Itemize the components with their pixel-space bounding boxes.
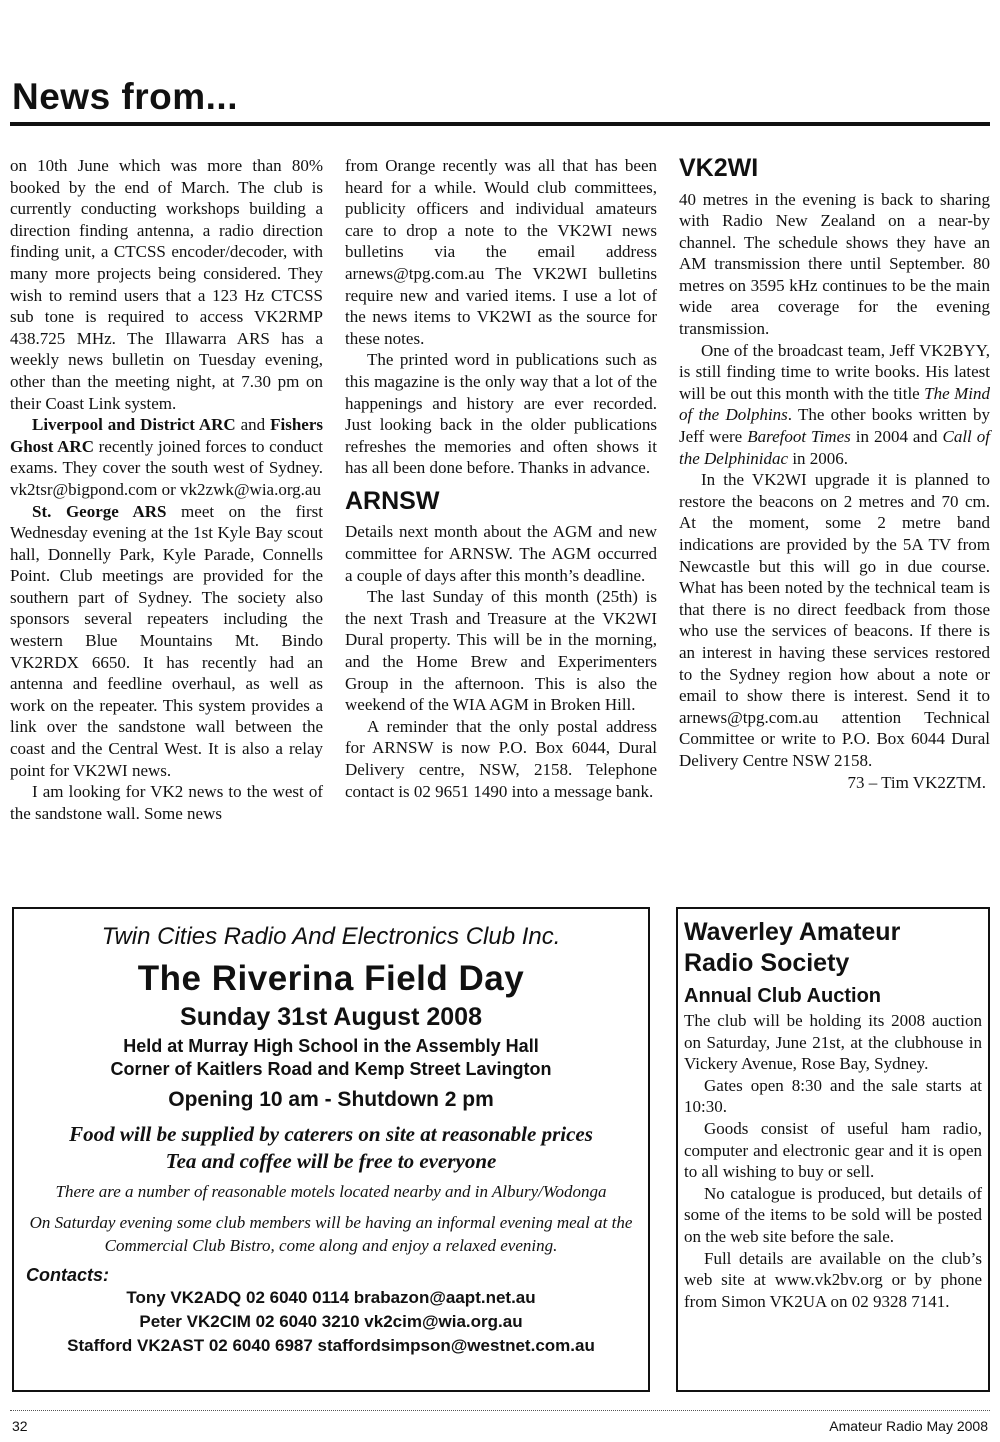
col1-p3-text: meet on the first Wednesday evening at the 1st Kyle Bay scout hall, Donnelly Park, Kyle Parade, Connells Point. Club meetings are provided for the southern part of Sydney. The society also sponsors several repeaters including the western Blue Mountains Mt. Bindo VK2RDX 6650. It has recently had an antenna and feedline overhaul, as well as work on the repeater. This system provides a link over the sandstone wall between the coast and the Central West. It is also a relay point for VK2WI news. — [10, 501, 323, 780]
col2-paragraph-1: from Orange recently was all that has been heard for a while. Would club committees, publicity officers and individual amateurs care to drop a note to the VK2WI news bulletins via the email address arnews@tpg.com.au The VK2WI bulletins require new and varied items. I use a lot of the news items to VK2WI as the source for these notes. — [345, 156, 657, 348]
ad-contact-stafford: Stafford VK2AST 02 6040 6987 staffordsimpson@westnet.com.au — [67, 1336, 595, 1355]
waverley-paragraph-3: Goods consist of useful ham radio, computer and electronic gear and it is open to all wishing to buy or sell. — [684, 1118, 982, 1182]
col1-paragraph-3 — [10, 501, 323, 782]
col1-p2-and: and — [235, 415, 271, 435]
waverley-paragraph-5: Full details are available on the club’s web site at www.vk2bv.org or by phone from Simon VK2UA on 02 9328 7141. — [684, 1248, 982, 1311]
col3-paragraph-2 — [679, 340, 990, 470]
section-title: News from... — [12, 76, 238, 117]
col1-p2-text: recently joined forces to conduct exams. They cover the south west of Sydney. vk2tsr@bigpond.com or vk2zwk@wia.org.au — [10, 436, 323, 499]
col1-paragraph-2 — [10, 414, 323, 500]
ad-motels-note: There are a number of reasonable motels located nearby and in Albury/Wodonga — [55, 1182, 607, 1201]
col2-paragraph-5: A reminder that the only postal address for ARNSW is now P.O. Box 6044, Dural Delivery centre, NSW, 2158. Telephone contact is 02 9651 1490 into a message bank. — [345, 716, 657, 801]
book-title-mind-of-dolphins: The Mind of the Dolphins — [679, 383, 990, 425]
waverley-paragraph-2: Gates open 8:30 and the sale starts at 10:30. — [684, 1075, 982, 1117]
column-3 — [679, 155, 990, 793]
ad-hours: Opening 10 am - Shutdown 2 pm — [168, 1088, 494, 1111]
waverley-society-ad — [676, 907, 990, 1392]
waverley-title-line-2: Radio Society — [684, 949, 850, 977]
club-name-st-george: St. George ARS — [32, 501, 167, 521]
ad-contact-tony: Tony VK2ADQ 02 6040 0114 brabazon@aapt.net.au — [126, 1288, 536, 1307]
col3-p2-text-c: in 2004 and — [850, 427, 943, 447]
col3-p2-text-a: One of the broadcast team, Jeff VK2BYY, is still finding time to write books. His latest will be out this month with the title — [679, 340, 990, 403]
waverley-paragraph-4: No catalogue is produced, but details of some of the items to be sold will be posted on the web site before the sale. — [684, 1183, 982, 1246]
ad-club-name: Twin Cities Radio And Electronics Club Inc. — [101, 923, 561, 950]
ad-event-title: The Riverina Field Day — [137, 959, 525, 998]
riverina-field-day-ad — [12, 907, 650, 1392]
ad-address: Corner of Kaitlers Road and Kemp Street Lavington — [110, 1059, 552, 1079]
book-title-barefoot-times: Barefoot Times — [747, 427, 851, 447]
footer-rule — [10, 1410, 990, 1411]
ad-evening-note: On Saturday evening some club members will be having an informal evening meal at the Commercial Club Bistro, come along and enjoy a relaxed evening. — [29, 1213, 633, 1255]
heading-arnsw: ARNSW — [345, 486, 440, 515]
col1-paragraph-4: I am looking for VK2 news to the west of the sandstone wall. Some news — [10, 782, 323, 823]
ad-tea-note: Tea and coffee will be free to everyone — [165, 1149, 497, 1173]
signoff: 73 – Tim VK2ZTM. — [847, 772, 986, 792]
heading-vk2wi: VK2WI — [679, 154, 759, 182]
book-title-call-of-delphinidac: Call of the Delphinidac — [679, 427, 990, 468]
col2-paragraph-3: Details next month about the AGM and new committee for ARNSW. The AGM occurred a couple of days after this month’s deadline. — [345, 522, 657, 585]
waverley-title — [684, 917, 982, 979]
ad-event-date: Sunday 31st August 2008 — [180, 1003, 482, 1031]
col3-p2-text-d: in 2006. — [788, 448, 849, 468]
ad-contact-peter: Peter VK2CIM 02 6040 3210 vk2cim@wia.org.au — [139, 1312, 523, 1331]
col3-p2-text-b: . The other books written by Jeff were — [679, 405, 990, 447]
col3-paragraph-3: In the VK2WI upgrade it is planned to restore the beacons on 2 metres and 70 cm. At the moment, some 2 metre band indications are provided by the 5A TV from Newcastle but this will go in due course. What has been noted by the technical team is that there is no direct feedback from those who use the services of beacons. If there is an interest in having these services restored to the Sydney region how about a note or email to show there is interest. Send it to arnews@tpg.com.au attention Technical Committee or write to P.O. Box 6044 Dural Delivery Centre NSW 2158. — [679, 470, 990, 770]
publication-name: Amateur Radio May 2008 — [829, 1418, 988, 1434]
col1-paragraph-1: on 10th June which was more than 80% booked by the end of March. The club is currently conducting workshops building a direction finding antenna, a radio direction finding unit, a CTCSS encoder/decoder, with many more projects being considered. They wish to remind users that a 123 Hz CTCSS sub tone is required to access VK2RMP 438.725 MHz. The Illawarra ARS has a weekly news bulletin on Tuesday evening, other than the meeting night, at 7.30 pm on their Coast Link system. — [10, 156, 323, 413]
waverley-paragraph-1: The club will be holding its 2008 auction on Saturday, June 21st, at the clubhouse in Vickery Avenue, Rose Bay, Sydney. — [684, 1011, 982, 1074]
title-rule — [10, 122, 990, 126]
ad-contacts-label: Contacts: — [26, 1265, 110, 1285]
ad-food-note: Food will be supplied by caterers on site at reasonable prices — [69, 1122, 593, 1146]
column-1 — [10, 155, 323, 824]
ad-venue: Held at Murray High School in the Assembly Hall — [123, 1036, 539, 1056]
col2-paragraph-4: The last Sunday of this month (25th) is the next Trash and Treasure at the VK2WI Dural property. This will be in the morning, and the Home Brew and Experimenters Group in the afternoon. This is also the weekend of the WIA AGM in Broken Hill. — [345, 587, 657, 715]
column-2 — [345, 155, 657, 802]
waverley-subtitle: Annual Club Auction — [684, 985, 882, 1007]
club-name-liverpool: Liverpool and District ARC — [32, 415, 236, 435]
waverley-title-line-1: Waverley Amateur — [684, 918, 901, 946]
page-number: 32 — [12, 1418, 28, 1434]
col2-paragraph-2: The printed word in publications such as this magazine is the only way that a lot of the happenings and history are ever recorded. Just looking back in the older publications refreshes the memories and often shows it has all been done before. Thanks in advance. — [345, 350, 657, 478]
club-name-fishers-ghost: Fishers Ghost ARC — [10, 415, 323, 456]
col3-paragraph-1: 40 metres in the evening is back to sharing with Radio New Zealand on a near-by channel. The schedule shows they have an AM transmission there until September. 80 metres on 3595 kHz continues to be the main wide area coverage for the evening transmission. — [679, 189, 990, 339]
